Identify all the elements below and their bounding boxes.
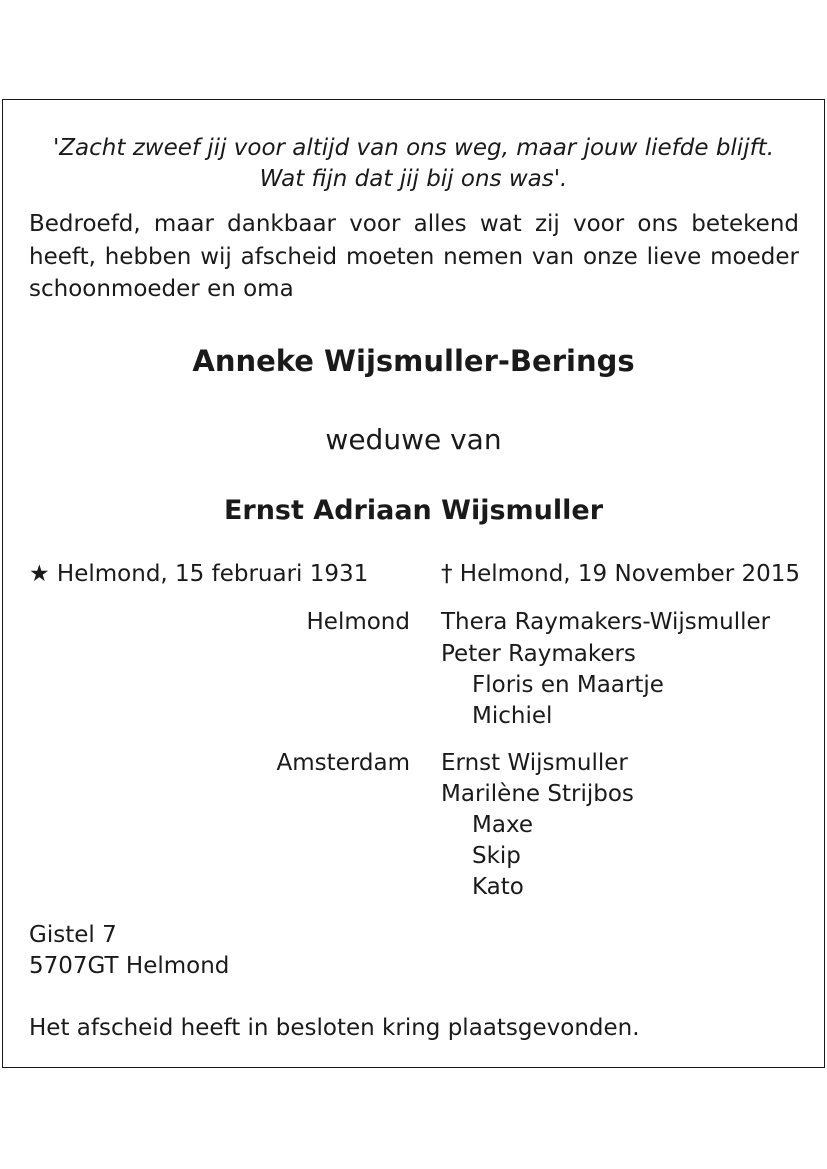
- family-place-amsterdam: Amsterdam: [276, 750, 410, 776]
- intro-line-1: Bedroefd, maar dankbaar voor alles wat zij voor ons betekend: [29, 211, 799, 237]
- address-street: Gistel 7: [29, 922, 117, 948]
- intro-line-2: heeft, hebben wij afscheid moeten nemen van onze lieve moeder: [29, 244, 799, 270]
- family-member: Peter Raymakers: [441, 641, 636, 667]
- family-place-helmond: Helmond: [306, 609, 410, 635]
- husband-name: Ernst Adriaan Wijsmuller: [223, 495, 604, 526]
- family-member: Thera Raymakers-Wijsmuller: [441, 609, 771, 635]
- family-child: Michiel: [472, 703, 553, 729]
- family-member: Marilène Strijbos: [441, 781, 634, 807]
- intro-line-3: schoonmoeder en oma: [29, 276, 294, 302]
- deceased-name: Anneke Wijsmuller-Berings: [192, 344, 635, 378]
- address-city: 5707GT Helmond: [29, 953, 230, 979]
- family-child: Maxe: [472, 812, 533, 838]
- death-date: † Helmond, 19 November 2015: [441, 561, 800, 587]
- quote-line-1: 'Zacht zweef jij voor altijd van ons weg, maar jouw liefde blijft.: [52, 135, 775, 161]
- family-child: Kato: [472, 874, 524, 900]
- family-member: Ernst Wijsmuller: [441, 750, 628, 776]
- birth-date: ★ Helmond, 15 februari 1931: [29, 561, 369, 587]
- obituary-card: [2, 99, 825, 1068]
- family-child: Floris en Maartje: [472, 672, 664, 698]
- family-child: Skip: [472, 843, 521, 869]
- quote-line-2: Wat fijn dat jij bij ons was'.: [259, 166, 568, 192]
- widow-of-label: weduwe van: [325, 423, 502, 456]
- closing-note: Het afscheid heeft in besloten kring plaatsgevonden.: [29, 1015, 640, 1041]
